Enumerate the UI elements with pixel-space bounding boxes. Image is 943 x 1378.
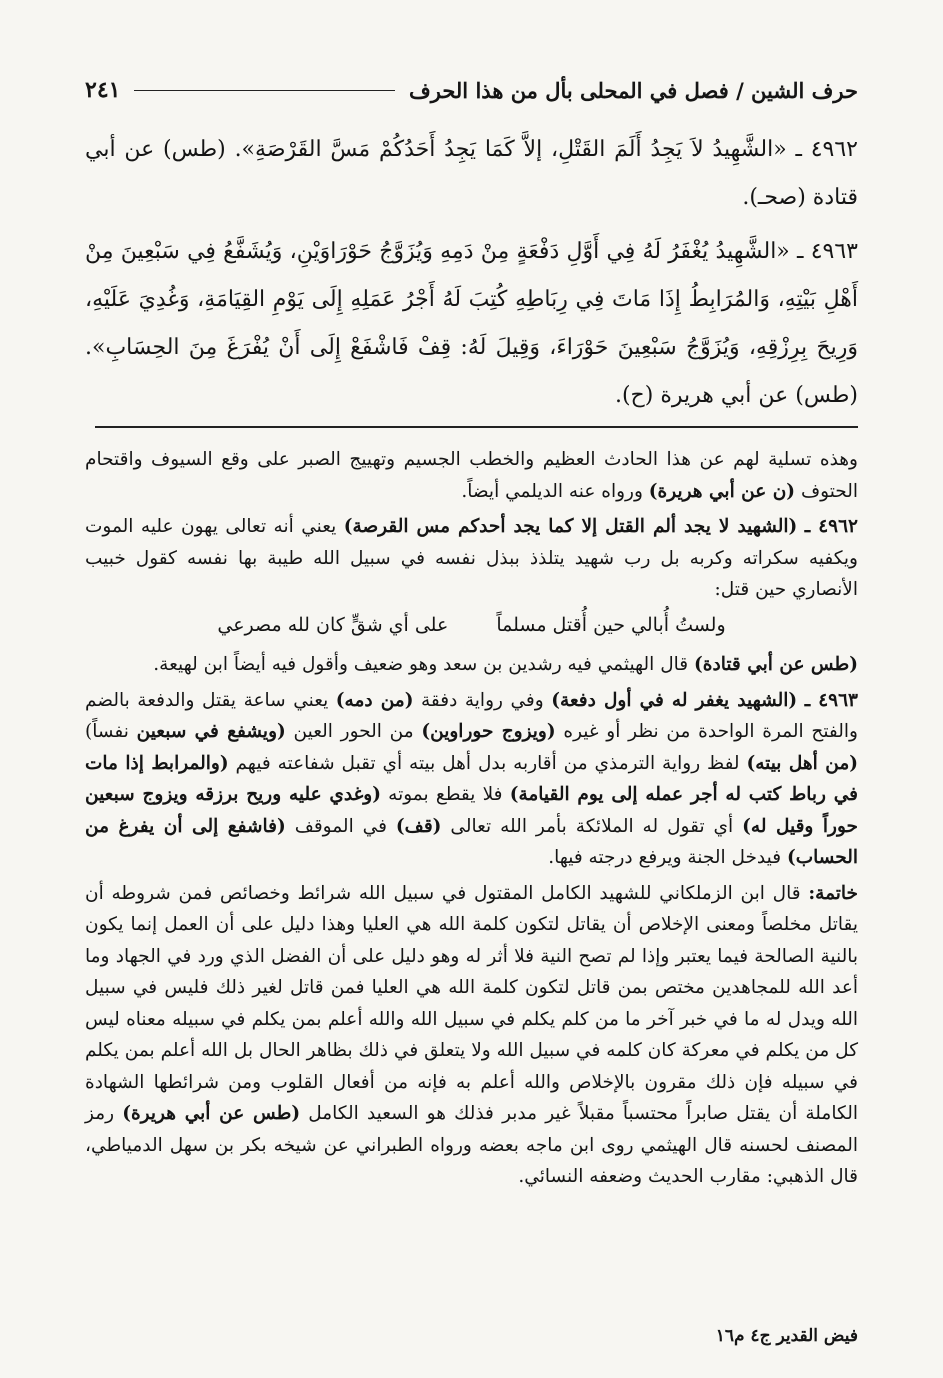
commentary-text: فلا يقطع بموته xyxy=(388,784,503,805)
khatima-paragraph xyxy=(85,878,858,1193)
quoted-phrase: (وغدي عليه وريح برزقه ويزوج سبعين حوراً وقيل له) xyxy=(85,784,858,837)
poem-verse xyxy=(85,610,858,642)
quoted-phrase: (من دمه) xyxy=(335,689,414,711)
commentary-text: وفي رواية دفقة xyxy=(420,689,544,711)
commentary-4962-source xyxy=(85,649,858,681)
source-reference: (طس عن أبي هريرة) xyxy=(122,1103,301,1124)
quoted-phrase: (ويشفع في سبعين xyxy=(136,721,286,742)
running-title: حرف الشين / فصل في المحلى بأل من هذا الحرف xyxy=(409,77,858,103)
quoted-phrase: (من أهل بيته) xyxy=(746,752,858,774)
commentary-text: من الحور العين xyxy=(293,721,414,742)
commentary-text: قال ابن الزملكاني للشهيد الكامل المقتول في سبيل الله شرائط وخصائص فمن شروطه أن يقاتل مخلصاً ومعنى الإخلاص أن يقاتل لتكون كلمة الله هي العليا وهذا دليل على أن العمل إنما يكون بالنية الصالحة فيما يعتبر وإذا لم تصح النية فلا أثر له وهو دليل على أن الفضل الذي ورد في الجهاد وما أعد الله للمجاهدين مختص بمن قاتل لتكون كلمة الله هي العليا فمن قاتل لغير ذلك فليس في سبيل الله ويدل له ما في خبر آخر ما من كلم يكلم في سبيل الله والله أعلم بمن يكلم في سبيله معناه ليس كل من يكلم في معركة كان كلمه في سبيل الله ولا يتعلق في ذلك بظاهر الحال بل الله أعلم بمن يكلم في سبيله فإن ذلك مقرون بالإخلاص والله أعلم به فإنه من أفعال القلوب ومن شرائطها الشهادة الكاملة أن يقتل صابراً محتسباً مقبلاً غير مدبر فذلك هو السعيد الكامل xyxy=(85,882,858,1124)
hadith-body: «الشَّهِيدُ يُغْفَرُ لَهُ فِي أَوَّلِ دَفْعَةٍ مِنْ دَمِهِ وَيُزَوَّجُ حَوْرَاوَيْنِ، وَيُشَفَّعُ فِي سَبْعِينَ مِنْ أَهْلِ بَيْتِهِ، وَالمُرَابِطُ إِذَا مَاتَ فِي رِبَاطِهِ كُتِبَ لَهُ أَجْرُ عَمَلِهِ إِلَى يَوْمِ القِيَامَةِ، وَغُدِيَ عَلَيْهِ، وَرِيحَ بِرِزْقِهِ، وَيُزَوَّجُ سَبْعِينَ حَوْرَاءَ، وَقِيلَ لَهُ: قِفْ فَاشْفَعْ إِلَى أَنْ يُفْرَغَ مِنَ الحِسَابِ». (طس) عن أبي هريرة (ح). xyxy=(85,239,858,408)
quoted-phrase: (والمرابط إذا مات في رباط كتب له أجر عمله إلى يوم القيامة) xyxy=(85,752,858,805)
section-divider xyxy=(95,426,858,428)
poem-hemistich-1: ولستُ أُبالي حين أُقتل مسلماً xyxy=(496,613,726,636)
commentary-4962 xyxy=(85,511,858,606)
commentary-intro xyxy=(85,444,858,507)
header-rule xyxy=(134,90,395,91)
hadith-body: «الشَّهِيدُ لاَ يَجِدُ أَلَمَ القَتْلِ، إلاَّ كَمَا يَجِدُ أَحَدُكُمْ مَسَّ القَرْصَةِ». (طس) عن أبي قتادة (صحـ). xyxy=(85,137,858,210)
commentary-text: نفساً) xyxy=(85,721,129,742)
hadith-4962 xyxy=(85,126,858,222)
quoted-hadith: (الشهيد لا يجد ألم القتل إلا كما يجد أحدكم مس القرصة) xyxy=(343,516,798,537)
page-footer: فيض القدير ج٤ م١٦ xyxy=(715,1326,858,1346)
commentary-section xyxy=(85,444,858,1197)
quoted-phrase: (ويزوج حوراوين) xyxy=(421,721,556,742)
commentary-text: يعني أنه تعالى يهون عليه الموت ويكفيه سكراته وكربه بل رب شهيد يتلذذ ببذل نفسه في سبيل الله طيبة بها نفسه كقول خبيب الأنصاري حين قتل: xyxy=(85,516,858,600)
commentary-text: لفظ رواية الترمذي من أقاربه بدل أهل بيته أي تقبل شفاعته فيهم xyxy=(235,752,740,774)
hadith-number: ٤٩٦٢ ـ xyxy=(804,516,858,537)
commentary-text: يعني ساعة يقتل والدفعة بالضم والفتح المرة الواحدة من نظر أو غيره xyxy=(85,689,858,742)
commentary-text: ورواه عنه الديلمي أيضاً. xyxy=(461,480,643,502)
commentary-text: وهذه تسلية لهم عن هذا الحادث العظيم والخطب الجسيم وتهييج الصبر على وقع السيوف واقتحام الحتوف xyxy=(85,449,858,502)
khatima-label: خاتمة: xyxy=(808,882,858,904)
source-reference: (ن عن أبي هريرة) xyxy=(648,480,796,502)
commentary-text: في الموقف xyxy=(294,815,387,837)
hadith-4963 xyxy=(85,228,858,420)
quoted-phrase: (قف) xyxy=(395,815,442,837)
commentary-text: رمز المصنف لحسنه قال الهيثمي روى ابن ماجه بعضه ورواه الطبراني عن شيخه بكر بن سهل الدمياطي، قال الذهبي: مقارب الحديث وضعفه النسائي. xyxy=(85,1103,858,1187)
source-reference: (طس عن أبي قتادة) xyxy=(694,654,858,675)
hadith-number: ٤٩٦٣ ـ xyxy=(804,689,858,711)
page-header xyxy=(85,70,858,110)
hadith-text-section xyxy=(85,126,858,426)
commentary-text: قال الهيثمي فيه رشدين بن سعد وهو ضعيف وأقول فيه أيضاً ابن لهيعة. xyxy=(153,654,689,675)
hadith-number: ٤٩٦٣ ـ xyxy=(797,239,858,264)
commentary-text: أي تقول له الملائكة بأمر الله تعالى xyxy=(450,815,734,837)
hadith-number: ٤٩٦٢ ـ xyxy=(795,137,858,162)
commentary-text: فيدخل الجنة ويرفع درجته فيها. xyxy=(548,847,782,868)
commentary-4963 xyxy=(85,685,858,874)
quoted-phrase: (فاشفع إلى أن يفرغ من الحساب) xyxy=(85,815,858,868)
poem-hemistich-2: على أي شقٍّ كان لله مصرعي xyxy=(217,613,449,636)
quoted-phrase: (الشهيد يغفر له في أول دفعة) xyxy=(551,689,798,711)
page-number: ٢٤١ xyxy=(85,77,121,103)
